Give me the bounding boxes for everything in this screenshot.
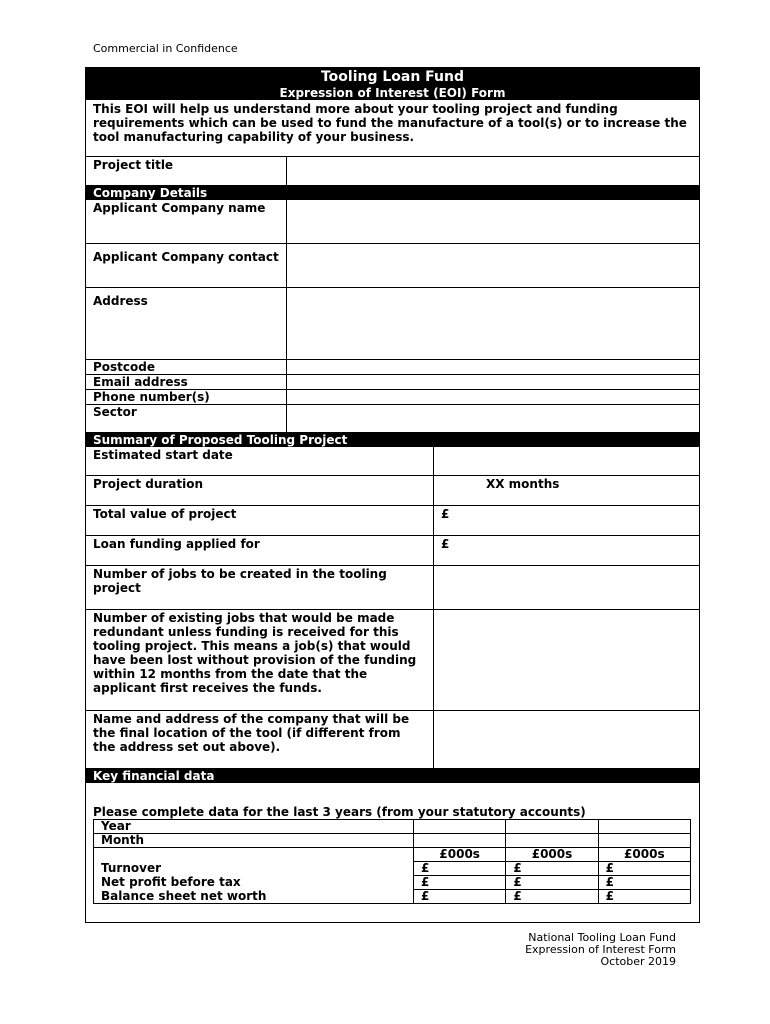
profit-row — [94, 876, 691, 890]
tool-location-row — [86, 711, 699, 769]
profit-1-field[interactable]: £ — [414, 876, 506, 890]
net-worth-2-field[interactable]: £ — [506, 890, 598, 904]
footer-line-2: Expression of Interest Form — [525, 943, 676, 956]
financial-intro: Please complete data for the last 3 years (from your statutory accounts) — [93, 805, 586, 819]
year-2-field[interactable] — [506, 820, 598, 834]
financial-heading: Key financial data — [86, 769, 699, 783]
address-label: Address — [93, 294, 148, 308]
turnover-3-field[interactable]: £ — [598, 862, 690, 876]
loan-funding-label: Loan funding applied for — [93, 537, 260, 551]
month-row — [94, 834, 691, 848]
duration-field[interactable]: XX months — [433, 476, 699, 505]
email-field[interactable] — [286, 375, 699, 389]
sector-label: Sector — [93, 405, 137, 419]
total-value-label: Total value of project — [93, 507, 237, 521]
company-contact-field[interactable] — [286, 244, 699, 287]
company-details-heading: Company Details — [86, 186, 699, 200]
unit-1: £000s — [414, 848, 506, 862]
month-2-field[interactable] — [506, 834, 598, 848]
year-label: Year — [94, 820, 414, 834]
eoi-form — [85, 67, 700, 923]
company-name-label: Applicant Company name — [93, 201, 266, 215]
year-3-field[interactable] — [598, 820, 690, 834]
net-worth-3-field[interactable]: £ — [598, 890, 690, 904]
tool-location-label: Name and address of the company that will be the final location of the tool (if different from the address set out above). — [93, 712, 410, 754]
postcode-label: Postcode — [93, 360, 156, 374]
company-contact-label: Applicant Company contact — [93, 250, 279, 264]
page-footer — [525, 932, 676, 968]
unit-blank — [94, 848, 414, 862]
form-subtitle: Expression of Interest (EOI) Form — [279, 86, 506, 100]
jobs-created-label: Number of jobs to be created in the tooling project — [93, 567, 387, 595]
footer-line-1: National Tooling Loan Fund — [528, 931, 676, 944]
form-title: Tooling Loan Fund — [320, 69, 465, 85]
project-title-label: Project title — [93, 158, 174, 172]
tool-location-field[interactable] — [433, 711, 699, 768]
jobs-created-field[interactable] — [433, 566, 699, 609]
financial-section — [86, 783, 699, 922]
address-field[interactable] — [286, 288, 699, 359]
turnover-2-field[interactable]: £ — [506, 862, 598, 876]
profit-3-field[interactable]: £ — [598, 876, 690, 890]
confidentiality-note: Commercial in Confidence — [93, 42, 238, 55]
unit-3: £000s — [598, 848, 690, 862]
address-row — [86, 288, 699, 360]
unit-row — [94, 848, 691, 862]
duration-row — [86, 476, 699, 506]
company-contact-row — [86, 244, 699, 288]
total-value-field[interactable]: £ — [433, 506, 699, 535]
company-name-field[interactable] — [286, 200, 699, 243]
footer-line-3: October 2019 — [600, 955, 676, 968]
net-worth-label: Balance sheet net worth — [94, 890, 414, 904]
form-banner — [86, 68, 699, 100]
phone-row — [86, 390, 699, 405]
postcode-field[interactable] — [286, 360, 699, 374]
duration-label: Project duration — [93, 477, 204, 491]
start-date-label: Estimated start date — [93, 448, 233, 462]
jobs-redundant-row — [86, 610, 699, 711]
turnover-label: Turnover — [94, 862, 414, 876]
postcode-row — [86, 360, 699, 375]
profit-2-field[interactable]: £ — [506, 876, 598, 890]
email-row — [86, 375, 699, 390]
sector-field[interactable] — [286, 405, 699, 432]
phone-field[interactable] — [286, 390, 699, 404]
jobs-created-row — [86, 566, 699, 610]
net-worth-1-field[interactable]: £ — [414, 890, 506, 904]
loan-funding-field[interactable]: £ — [433, 536, 699, 565]
month-3-field[interactable] — [598, 834, 690, 848]
phone-label: Phone number(s) — [93, 390, 210, 404]
sector-row — [86, 405, 699, 433]
email-label: Email address — [93, 375, 188, 389]
financial-table — [93, 819, 691, 904]
year-row — [94, 820, 691, 834]
unit-2: £000s — [506, 848, 598, 862]
jobs-redundant-field[interactable] — [433, 610, 699, 710]
start-date-field[interactable] — [433, 447, 699, 475]
project-title-field[interactable] — [286, 157, 699, 185]
company-name-row — [86, 200, 699, 244]
total-value-row — [86, 506, 699, 536]
loan-funding-row — [86, 536, 699, 566]
month-label: Month — [94, 834, 414, 848]
turnover-row — [94, 862, 691, 876]
project-title-row — [86, 157, 699, 186]
turnover-1-field[interactable]: £ — [414, 862, 506, 876]
summary-heading: Summary of Proposed Tooling Project — [86, 433, 699, 447]
jobs-redundant-label: Number of existing jobs that would be made redundant unless funding is received for this tooling project. This means a job(s) that would have been lost without provision of the funding within 12 months from the date that the applicant first receives the funds. — [93, 611, 417, 695]
year-1-field[interactable] — [414, 820, 506, 834]
start-date-row — [86, 447, 699, 476]
form-intro: This EOI will help us understand more about your tooling project and funding requirements which can be used to fund the manufacture of a tool(s) or to increase the tool manufacturing capability of your business. — [86, 100, 699, 157]
profit-label: Net profit before tax — [94, 876, 414, 890]
month-1-field[interactable] — [414, 834, 506, 848]
net-worth-row — [94, 890, 691, 904]
